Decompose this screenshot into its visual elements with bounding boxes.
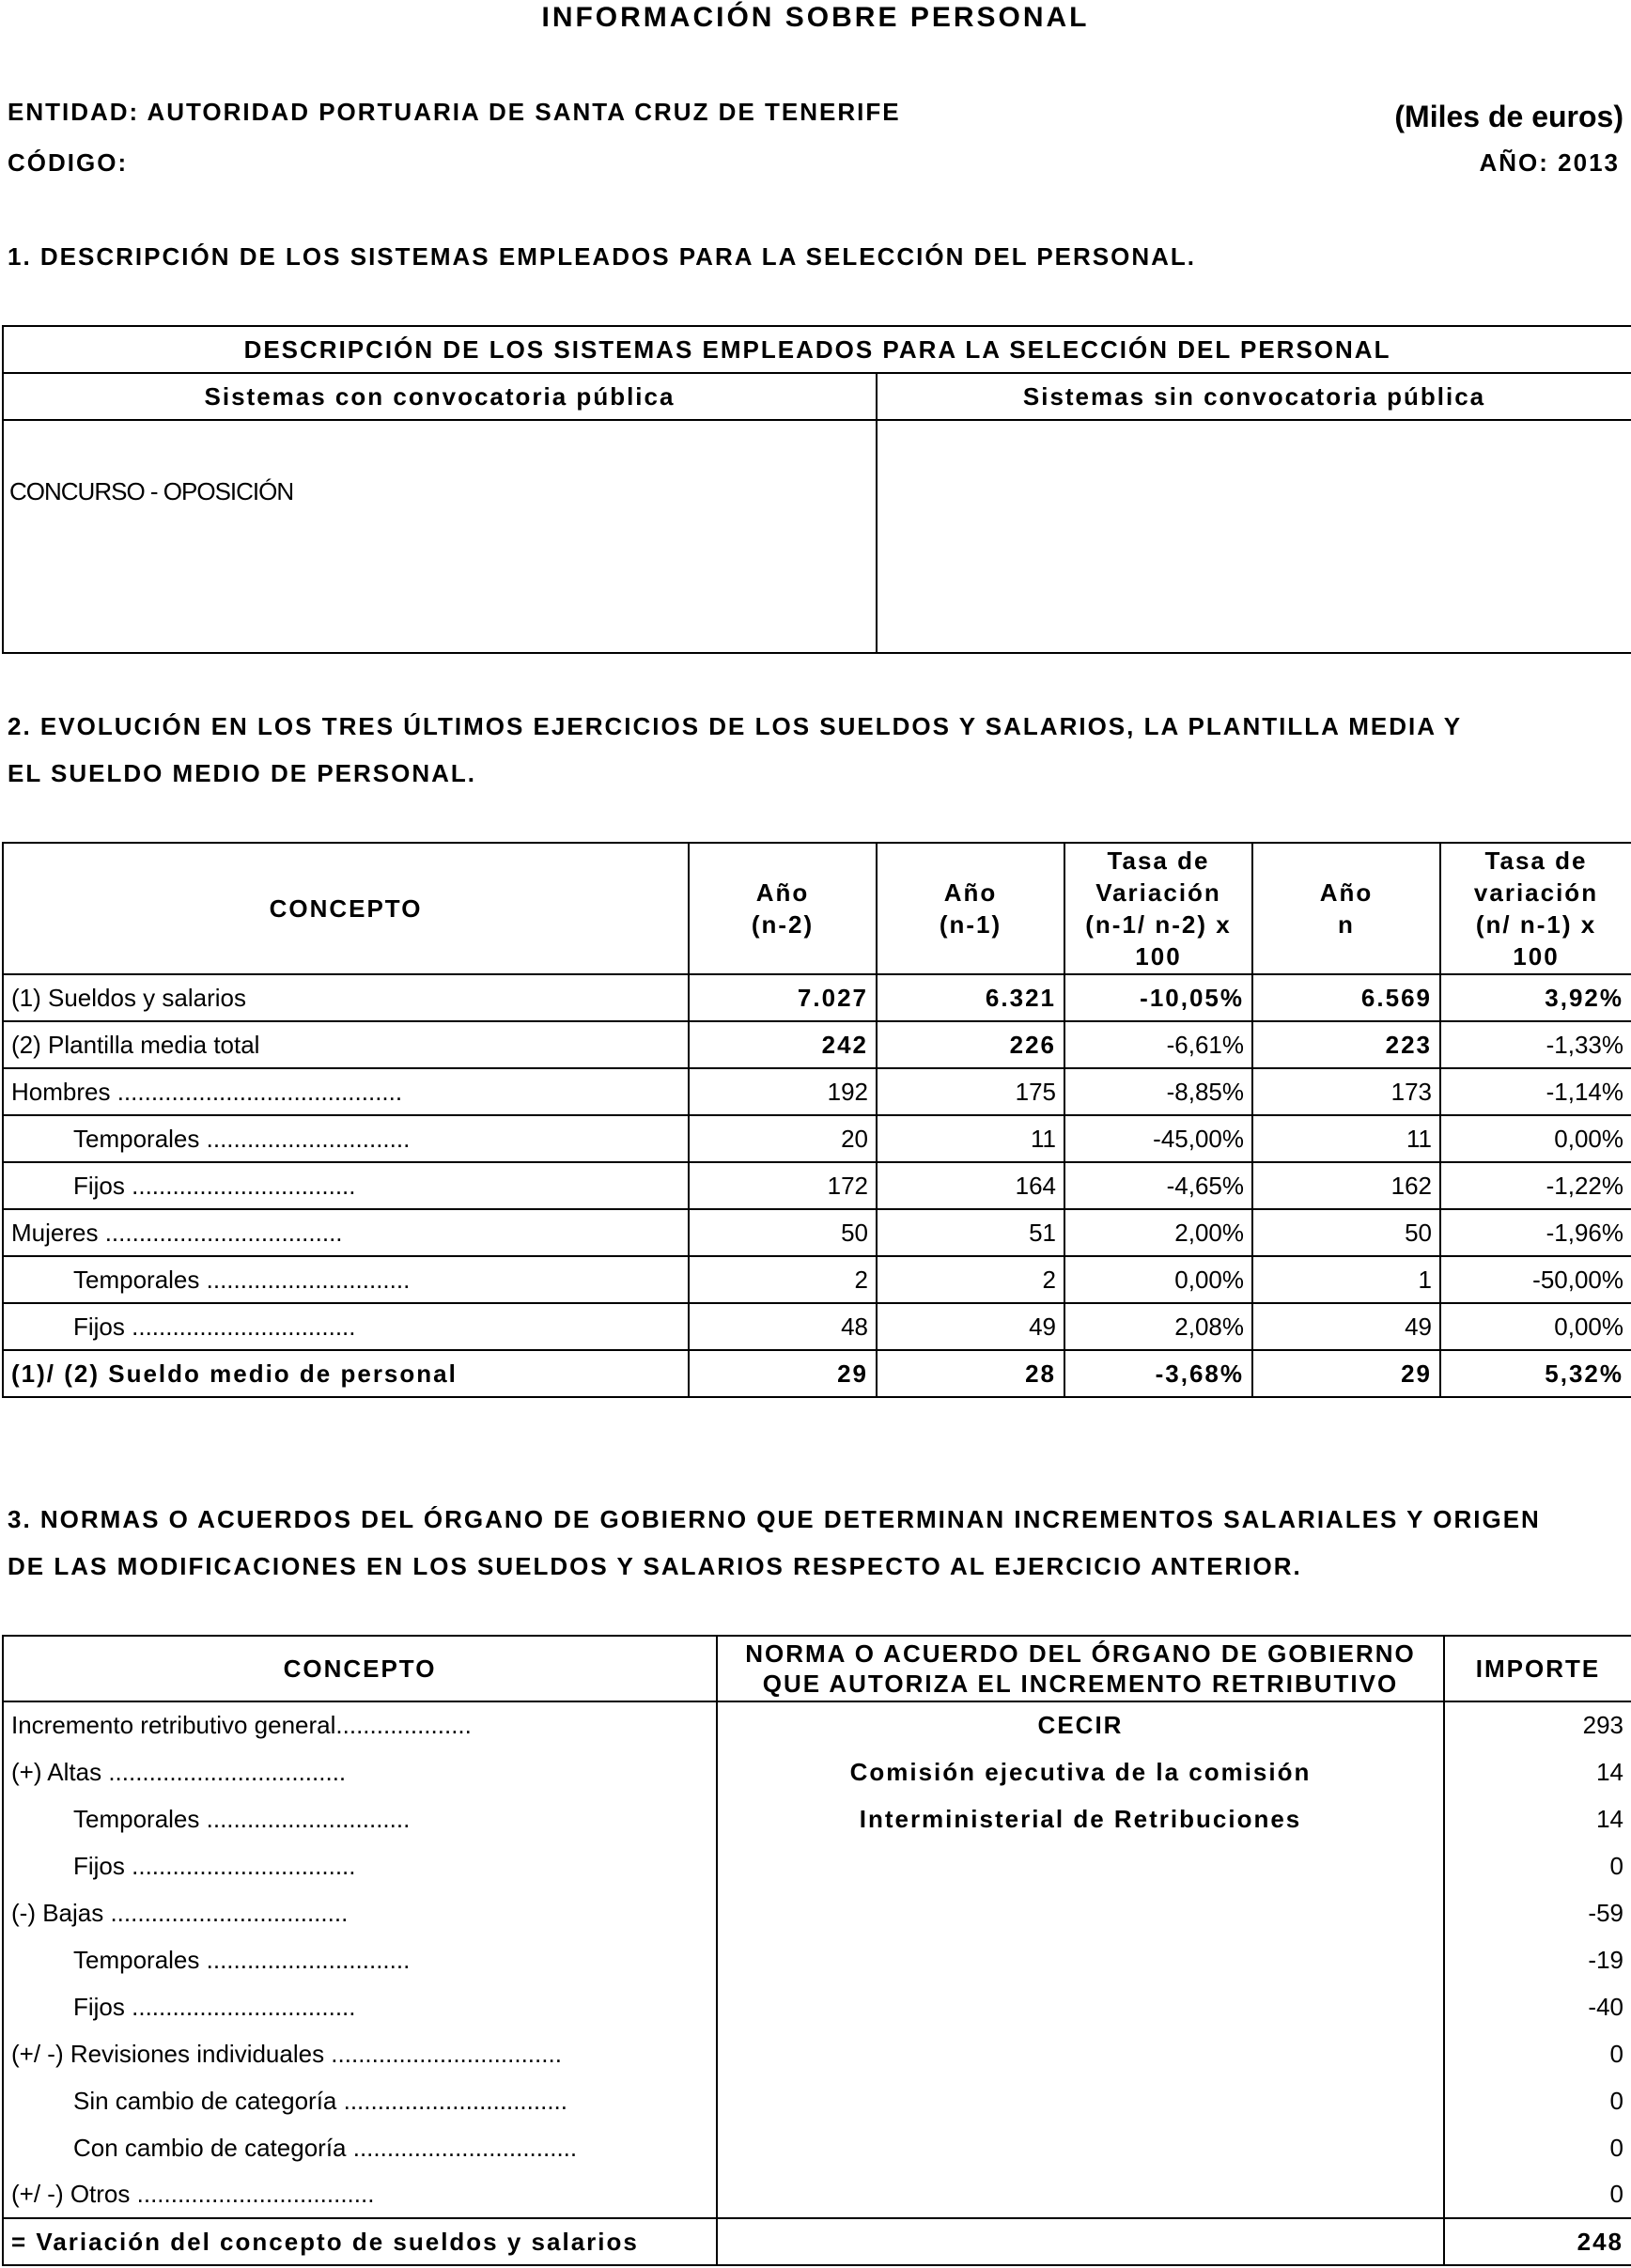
cell-n2: 192 — [689, 1068, 877, 1115]
row-importe: 0 — [1444, 2077, 1631, 2124]
variation-n1-n2-header: Tasa de Variación (n-1/ n-2) x 100 — [1064, 843, 1252, 974]
row-label: (+/ -) Revisiones individuales .................................. — [3, 2030, 717, 2077]
row-norma — [717, 2171, 1444, 2218]
total-importe: 248 — [1444, 2218, 1631, 2265]
variation-n-n1-header: Tasa de variación (n/ n-1) x 100 — [1440, 843, 1631, 974]
cell-tv2: 3,92% — [1440, 974, 1631, 1021]
total-n: 29 — [1252, 1350, 1440, 1397]
salary-increments-table — [2, 1635, 1631, 2266]
row-norma: CECIR — [717, 1701, 1444, 1748]
cell-n2: 20 — [689, 1115, 877, 1162]
row-importe: 0 — [1444, 1842, 1631, 1889]
row-label: (-) Bajas ................................... — [3, 1889, 717, 1936]
row-norma — [717, 1842, 1444, 1889]
cell-tv2: 0,00% — [1440, 1115, 1631, 1162]
row-label: Incremento retributivo general.................... — [3, 1701, 717, 1748]
year-n-header: Año n — [1252, 843, 1440, 974]
cell-n2: 2 — [689, 1256, 877, 1303]
norma-header: NORMA O ACUERDO DEL ÓRGANO DE GOBIERNO QUE AUTORIZA EL INCREMENTO RETRIBUTIVO — [717, 1636, 1444, 1701]
cell-tv1: -8,85% — [1064, 1068, 1252, 1115]
row-norma — [717, 2077, 1444, 2124]
section2-heading-line2: EL SUELDO MEDIO DE PERSONAL. — [8, 759, 477, 787]
cell-n: 49 — [1252, 1303, 1440, 1350]
cell-tv1: -10,05% — [1064, 974, 1252, 1021]
units-label: (Miles de euros) — [1394, 100, 1623, 133]
year-n1-header: Año (n-1) — [877, 843, 1064, 974]
row-label: (+/ -) Otros ................................... — [3, 2171, 717, 2218]
cell-n: 173 — [1252, 1068, 1440, 1115]
cell-tv1: -6,61% — [1064, 1021, 1252, 1068]
cell-n: 50 — [1252, 1209, 1440, 1256]
public-systems-value: CONCURSO - OPOSICIÓN — [3, 420, 877, 653]
row-norma: Comisión ejecutiva de la comisión — [717, 1748, 1444, 1795]
table-row — [3, 1889, 1631, 1936]
concepto-header: CONCEPTO — [3, 843, 689, 974]
salary-evolution-body — [3, 974, 1631, 1397]
section3-heading-line1: 3. NORMAS O ACUERDOS DEL ÓRGANO DE GOBIERNO QUE DETERMINAN INCREMENTOS SALARIALES Y ORIGEN — [8, 1505, 1541, 1533]
table-row — [3, 1068, 1631, 1115]
cell-tv2: -50,00% — [1440, 1256, 1631, 1303]
row-label: Fijos ................................. — [3, 1842, 717, 1889]
nonpublic-systems-header: Sistemas sin convocatoria pública — [877, 373, 1631, 420]
row-importe: -59 — [1444, 1889, 1631, 1936]
table-row — [3, 1795, 1631, 1842]
row-importe: -40 — [1444, 1983, 1631, 2030]
cell-n2: 242 — [689, 1021, 877, 1068]
row-importe: 293 — [1444, 1701, 1631, 1748]
cell-tv2: -1,96% — [1440, 1209, 1631, 1256]
cell-tv1: -4,65% — [1064, 1162, 1252, 1209]
row-norma: Interministerial de Retribuciones — [717, 1795, 1444, 1842]
code-line: CÓDIGO: — [8, 148, 129, 177]
total-tv2: 5,32% — [1440, 1350, 1631, 1397]
row-label: (2) Plantilla media total — [3, 1021, 689, 1068]
total-label: = Variación del concepto de sueldos y salarios — [3, 2218, 717, 2265]
cell-tv2: -1,33% — [1440, 1021, 1631, 1068]
table-row — [3, 1748, 1631, 1795]
cell-n1: 226 — [877, 1021, 1064, 1068]
total-row — [3, 1350, 1631, 1397]
cell-n1: 175 — [877, 1068, 1064, 1115]
table-row — [3, 2077, 1631, 2124]
salary-evolution-table — [2, 842, 1631, 1398]
table-row — [3, 1983, 1631, 2030]
cell-tv2: -1,14% — [1440, 1068, 1631, 1115]
table-row — [3, 1701, 1631, 1748]
cell-tv1: -45,00% — [1064, 1115, 1252, 1162]
table-row — [3, 974, 1631, 1021]
table-row — [3, 1842, 1631, 1889]
salary-increments-body — [3, 1701, 1631, 2218]
row-importe: 14 — [1444, 1748, 1631, 1795]
total-tv1: -3,68% — [1064, 1350, 1252, 1397]
row-label: Con cambio de categoría ................................. — [3, 2124, 717, 2171]
cell-tv2: 0,00% — [1440, 1303, 1631, 1350]
table-row — [3, 1303, 1631, 1350]
importe-header: IMPORTE — [1444, 1636, 1631, 1701]
concepto-header: CONCEPTO — [3, 1636, 717, 1701]
row-label: Temporales .............................. — [3, 1795, 717, 1842]
cell-n: 162 — [1252, 1162, 1440, 1209]
cell-tv1: 2,00% — [1064, 1209, 1252, 1256]
cell-n: 6.569 — [1252, 974, 1440, 1021]
total-n1: 28 — [877, 1350, 1064, 1397]
entity-line: ENTIDAD: AUTORIDAD PORTUARIA DE SANTA CRUZ DE TENERIFE — [8, 98, 901, 126]
table-row — [3, 1256, 1631, 1303]
cell-n1: 11 — [877, 1115, 1064, 1162]
cell-n: 223 — [1252, 1021, 1440, 1068]
row-label: Mujeres ................................... — [3, 1209, 689, 1256]
row-label: Fijos ................................. — [3, 1983, 717, 2030]
row-norma — [717, 1936, 1444, 1983]
cell-tv1: 2,08% — [1064, 1303, 1252, 1350]
total-n2: 29 — [689, 1350, 877, 1397]
page-title: INFORMACIÓN SOBRE PERSONAL — [541, 2, 1090, 33]
cell-n1: 51 — [877, 1209, 1064, 1256]
public-systems-header: Sistemas con convocatoria pública — [3, 373, 877, 420]
cell-n1: 164 — [877, 1162, 1064, 1209]
selection-table-title: DESCRIPCIÓN DE LOS SISTEMAS EMPLEADOS PARA LA SELECCIÓN DEL PERSONAL — [3, 326, 1631, 373]
cell-n1: 2 — [877, 1256, 1064, 1303]
row-label: Hombres .......................................... — [3, 1068, 689, 1115]
row-importe: 14 — [1444, 1795, 1631, 1842]
selection-systems-table — [2, 325, 1631, 654]
cell-n: 1 — [1252, 1256, 1440, 1303]
cell-n2: 172 — [689, 1162, 877, 1209]
row-norma — [717, 2030, 1444, 2077]
year-line: AÑO: 2013 — [1479, 148, 1620, 177]
cell-n1: 6.321 — [877, 974, 1064, 1021]
total-norma — [717, 2218, 1444, 2265]
table-row — [3, 1209, 1631, 1256]
table-row — [3, 1162, 1631, 1209]
row-label: (+) Altas ................................... — [3, 1748, 717, 1795]
cell-tv2: -1,22% — [1440, 1162, 1631, 1209]
total-label: (1)/ (2) Sueldo medio de personal — [3, 1350, 689, 1397]
table-row — [3, 1021, 1631, 1068]
row-label: Temporales .............................. — [3, 1936, 717, 1983]
nonpublic-systems-value — [877, 420, 1631, 653]
row-importe: 0 — [1444, 2171, 1631, 2218]
total-row — [3, 2218, 1631, 2265]
row-norma — [717, 1983, 1444, 2030]
table-row — [3, 1936, 1631, 1983]
row-norma — [717, 1889, 1444, 1936]
row-label: Sin cambio de categoría ................................. — [3, 2077, 717, 2124]
cell-n: 11 — [1252, 1115, 1440, 1162]
cell-n2: 7.027 — [689, 974, 877, 1021]
section1-heading: 1. DESCRIPCIÓN DE LOS SISTEMAS EMPLEADOS PARA LA SELECCIÓN DEL PERSONAL. — [8, 242, 1197, 271]
cell-n1: 49 — [877, 1303, 1064, 1350]
row-importe: 0 — [1444, 2030, 1631, 2077]
row-importe: 0 — [1444, 2124, 1631, 2171]
row-importe: -19 — [1444, 1936, 1631, 1983]
table-row — [3, 2030, 1631, 2077]
row-label: Temporales .............................. — [3, 1256, 689, 1303]
row-label: Temporales .............................. — [3, 1115, 689, 1162]
section3-heading-line2: DE LAS MODIFICACIONES EN LOS SUELDOS Y SALARIOS RESPECTO AL EJERCICIO ANTERIOR. — [8, 1552, 1302, 1580]
table-row — [3, 2124, 1631, 2171]
cell-tv1: 0,00% — [1064, 1256, 1252, 1303]
table-row — [3, 2171, 1631, 2218]
row-label: Fijos ................................. — [3, 1162, 689, 1209]
section2-heading-line1: 2. EVOLUCIÓN EN LOS TRES ÚLTIMOS EJERCICIOS DE LOS SUELDOS Y SALARIOS, LA PLANTILLA MEDIA Y — [8, 712, 1463, 740]
cell-n2: 50 — [689, 1209, 877, 1256]
cell-n2: 48 — [689, 1303, 877, 1350]
table-row — [3, 1115, 1631, 1162]
row-norma — [717, 2124, 1444, 2171]
year-n2-header: Año (n-2) — [689, 843, 877, 974]
row-label: Fijos ................................. — [3, 1303, 689, 1350]
row-label: (1) Sueldos y salarios — [3, 974, 689, 1021]
